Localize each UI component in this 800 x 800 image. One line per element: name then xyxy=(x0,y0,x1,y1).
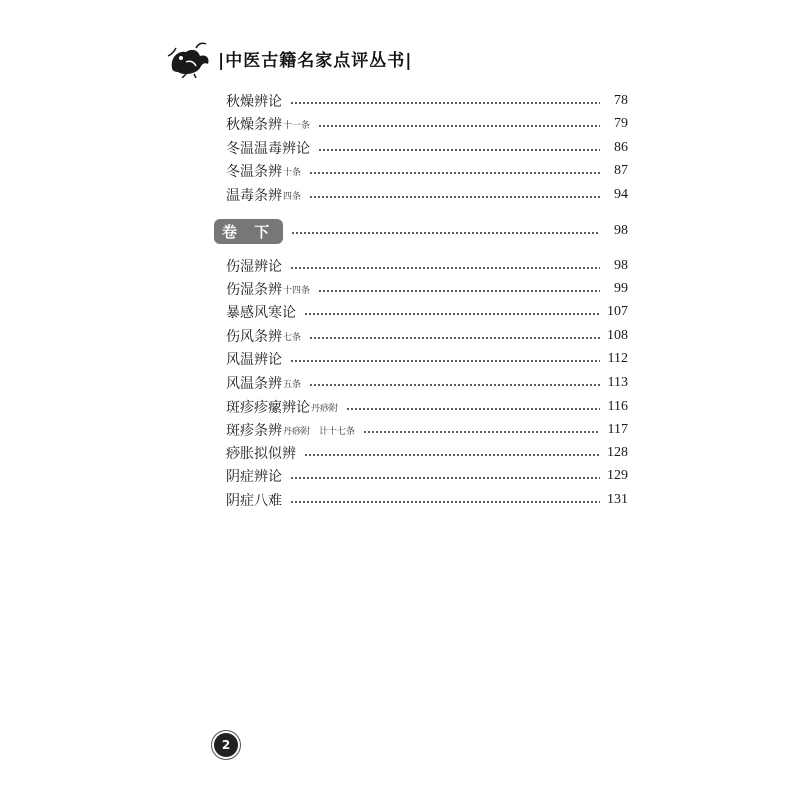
dot-leader xyxy=(304,313,600,315)
entry-page-number: 94 xyxy=(614,187,628,202)
entry-title: 斑疹疹瘰辨论 xyxy=(226,400,310,416)
dot-leader xyxy=(290,102,600,104)
entry-page-number: 108 xyxy=(607,328,628,343)
entry-note: 丹痧附 计十七条 xyxy=(283,426,356,437)
bird-ornament-icon xyxy=(166,38,212,78)
entry-page-number: 129 xyxy=(607,468,628,483)
toc-entry[interactable] xyxy=(226,326,628,346)
toc-entry[interactable] xyxy=(226,420,628,440)
entry-page-number: 131 xyxy=(607,492,628,507)
entry-page-number: 112 xyxy=(607,351,628,366)
page-number: 2 xyxy=(214,733,238,757)
dot-leader xyxy=(290,360,600,362)
entry-page-number: 107 xyxy=(607,304,628,319)
dot-leader xyxy=(318,125,600,127)
entry-title: 冬温温毒辨论 xyxy=(226,141,310,157)
entry-page-number: 99 xyxy=(614,281,628,296)
entry-page-number: 86 xyxy=(614,140,628,155)
toc-entry[interactable] xyxy=(226,443,628,463)
entry-page-number: 98 xyxy=(614,223,628,238)
toc-entry[interactable] xyxy=(226,373,628,393)
entry-page-number: 78 xyxy=(614,93,628,108)
entry-page-number: 117 xyxy=(607,422,628,437)
entry-page-number: 113 xyxy=(607,375,628,390)
section-label: 卷 下 xyxy=(214,219,283,244)
entry-page-number: 128 xyxy=(607,445,628,460)
toc-entry[interactable] xyxy=(226,161,628,181)
entry-title: 暴感风寒论 xyxy=(226,305,296,321)
toc-entry[interactable] xyxy=(226,279,628,299)
toc-entry[interactable] xyxy=(226,397,628,417)
running-header xyxy=(166,38,412,78)
entry-title: 风温条辨 xyxy=(226,376,282,392)
toc-section-heading[interactable] xyxy=(214,221,628,241)
dot-leader xyxy=(346,408,600,410)
entry-note: 五条 xyxy=(283,379,302,390)
entry-title: 伤湿条辨 xyxy=(226,282,282,298)
toc-entry[interactable] xyxy=(226,185,628,205)
toc-entry[interactable] xyxy=(226,349,628,369)
toc-entry[interactable] xyxy=(226,466,628,486)
dot-leader xyxy=(291,232,600,234)
entry-title: 伤湿辨论 xyxy=(226,259,282,275)
entry-note: 七条 xyxy=(283,332,302,343)
toc-entry[interactable] xyxy=(226,114,628,134)
toc-entry[interactable] xyxy=(226,256,628,276)
entry-title: 风温辨论 xyxy=(226,352,282,368)
entry-title: 秋燥条辨 xyxy=(226,117,282,133)
dot-leader xyxy=(290,267,600,269)
entry-title: 冬温条辨 xyxy=(226,164,282,180)
toc-entry[interactable] xyxy=(226,302,628,322)
dot-leader xyxy=(318,290,600,292)
dot-leader xyxy=(304,454,600,456)
toc-entry[interactable] xyxy=(226,91,628,111)
dot-leader xyxy=(290,501,600,503)
entry-note: 四条 xyxy=(283,191,302,202)
entry-note: 十条 xyxy=(283,167,302,178)
entry-note: 十一条 xyxy=(283,120,311,131)
series-title: |中医古籍名家点评丛书| xyxy=(218,50,413,71)
dot-leader xyxy=(309,172,600,174)
toc-entry[interactable] xyxy=(226,138,628,158)
entry-title: 斑疹条辨 xyxy=(226,423,282,439)
dot-leader xyxy=(309,384,600,386)
entry-page-number: 98 xyxy=(614,258,628,273)
toc-entry[interactable] xyxy=(226,490,628,510)
dot-leader xyxy=(290,477,600,479)
entry-title: 阴症辨论 xyxy=(226,469,282,485)
entry-title: 秋燥辨论 xyxy=(226,94,282,110)
entry-title: 伤风条辨 xyxy=(226,329,282,345)
dot-leader xyxy=(363,431,600,433)
dot-leader xyxy=(318,149,600,151)
entry-page-number: 87 xyxy=(614,163,628,178)
dot-leader xyxy=(309,337,600,339)
entry-page-number: 116 xyxy=(607,399,628,414)
entry-title: 痧胀拟似辨 xyxy=(226,446,296,462)
entry-note: 十四条 xyxy=(283,285,311,296)
entry-title: 阴症八难 xyxy=(226,493,282,509)
dot-leader xyxy=(309,196,600,198)
entry-note: 丹痧附 xyxy=(311,403,339,414)
entry-page-number: 79 xyxy=(614,116,628,131)
entry-title: 温毒条辨 xyxy=(226,188,282,204)
